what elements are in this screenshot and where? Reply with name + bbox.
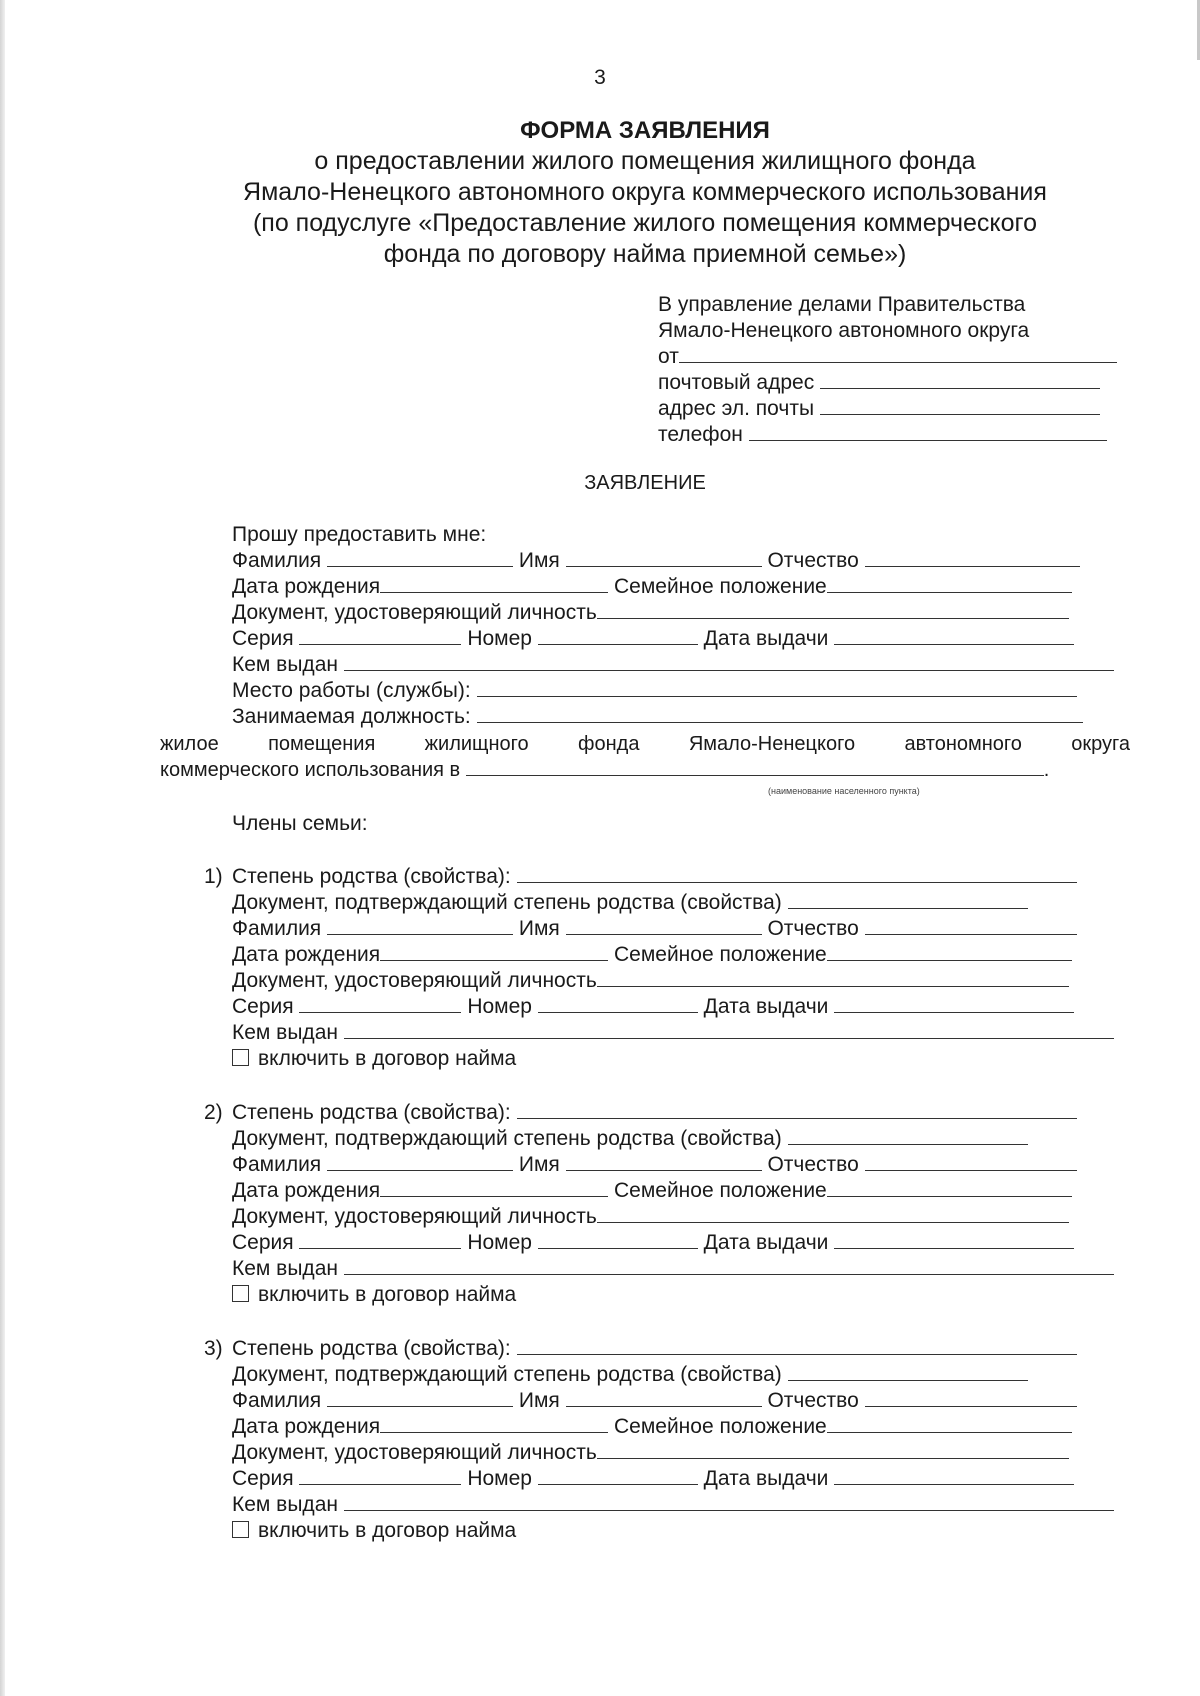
- kinship-field[interactable]: [517, 864, 1077, 883]
- id-document-label: Документ, удостоверяющий личность: [232, 601, 597, 624]
- marital-status-field[interactable]: [827, 1178, 1072, 1197]
- applicant-intro: Прошу предоставить мне:: [232, 523, 487, 546]
- surname-label: Фамилия: [232, 549, 322, 572]
- name-label: Имя: [518, 549, 560, 572]
- member-series-row: [232, 1230, 1074, 1256]
- sender-from-row: [658, 344, 1117, 370]
- patronymic-label: Отчество: [767, 917, 859, 940]
- issued-by-label: Кем выдан: [232, 1257, 338, 1280]
- id-document-label: Документ, удостоверяющий личность: [232, 1441, 597, 1464]
- applicant-birth-row: [232, 574, 1072, 600]
- email-field[interactable]: [820, 396, 1100, 415]
- marital-status-field[interactable]: [827, 942, 1072, 961]
- member-kinship-doc-row: [232, 1126, 1028, 1152]
- name-label: Имя: [518, 917, 560, 940]
- id-document-field[interactable]: [597, 1440, 1069, 1459]
- id-document-field[interactable]: [597, 600, 1069, 619]
- issue-date-field[interactable]: [834, 1466, 1074, 1485]
- kinship-document-label: Документ, подтверждающий степень родства (свойства): [232, 891, 782, 914]
- position-field[interactable]: [477, 704, 1083, 723]
- kinship-label: Степень родства (свойства):: [232, 1101, 511, 1124]
- surname-label: Фамилия: [232, 1153, 322, 1176]
- marital-status-label: Семейное положение: [613, 575, 827, 598]
- surname-field[interactable]: [327, 1152, 513, 1171]
- form-subtitle-4: фонда по договору найма приемной семье»): [383, 240, 907, 268]
- patronymic-field[interactable]: [865, 1388, 1077, 1407]
- issue-date-field[interactable]: [834, 626, 1074, 645]
- member-kinship-doc-row: [232, 890, 1028, 916]
- member-birth-row: [232, 1178, 1072, 1204]
- surname-field[interactable]: [327, 916, 513, 935]
- applicant-id-row: [232, 600, 1069, 626]
- email-label: адрес эл. почты: [658, 397, 815, 420]
- patronymic-field[interactable]: [865, 548, 1080, 567]
- member-issuer-row: [232, 1492, 1114, 1518]
- member-index: 1): [204, 865, 223, 888]
- position-label: Занимаемая должность:: [232, 705, 471, 728]
- issue-date-label: Дата выдачи: [703, 627, 829, 650]
- issue-date-label: Дата выдачи: [703, 995, 829, 1018]
- issue-date-field[interactable]: [834, 994, 1074, 1013]
- birth-date-label: Дата рождения: [232, 1179, 381, 1202]
- page-number: 3: [594, 66, 606, 89]
- birth-date-field[interactable]: [380, 1414, 608, 1433]
- member-id-row: [232, 1204, 1069, 1230]
- postal-address-row: [658, 370, 1100, 396]
- member-index: 3): [204, 1337, 223, 1360]
- number-field[interactable]: [538, 626, 698, 645]
- number-field[interactable]: [538, 994, 698, 1013]
- number-label: Номер: [467, 1231, 532, 1254]
- include-in-contract-label: включить в договор найма: [258, 1047, 517, 1070]
- birth-date-label: Дата рождения: [232, 943, 381, 966]
- phone-label: телефон: [658, 423, 743, 446]
- member-name-row: [232, 1388, 1077, 1414]
- patronymic-label: Отчество: [767, 549, 859, 572]
- series-field[interactable]: [299, 626, 461, 645]
- number-field[interactable]: [538, 1466, 698, 1485]
- member-issuer-row: [232, 1020, 1114, 1046]
- housing-location-label: коммерческого использования в: [160, 759, 461, 781]
- postal-address-field[interactable]: [820, 370, 1100, 389]
- id-document-label: Документ, удостоверяющий личность: [232, 1205, 597, 1228]
- birth-date-label: Дата рождения: [232, 1415, 381, 1438]
- member-kinship-doc-row: [232, 1362, 1028, 1388]
- postal-address-label: почтовый адрес: [658, 371, 815, 394]
- applicant-name-row: [232, 548, 1080, 574]
- applicant-series-row: [232, 626, 1074, 652]
- kinship-document-field[interactable]: [788, 1362, 1028, 1381]
- member-index: 2): [204, 1101, 223, 1124]
- patronymic-label: Отчество: [767, 1153, 859, 1176]
- kinship-document-label: Документ, подтверждающий степень родства (свойства): [232, 1363, 782, 1386]
- member-series-row: [232, 1466, 1074, 1492]
- include-in-contract-checkbox[interactable]: [232, 1285, 249, 1302]
- issued-by-field[interactable]: [344, 1020, 1114, 1039]
- number-field[interactable]: [538, 1230, 698, 1249]
- member-kinship-row: [232, 864, 1077, 890]
- series-field[interactable]: [299, 994, 461, 1013]
- issue-date-field[interactable]: [834, 1230, 1074, 1249]
- member-kinship-row: [232, 1100, 1077, 1126]
- series-label: Серия: [232, 1467, 294, 1490]
- member-id-row: [232, 1440, 1069, 1466]
- member-include-row: [232, 1282, 516, 1308]
- birth-date-field[interactable]: [380, 942, 608, 961]
- series-field[interactable]: [299, 1466, 461, 1485]
- number-label: Номер: [467, 1467, 532, 1490]
- workplace-field[interactable]: [477, 678, 1077, 697]
- issue-date-label: Дата выдачи: [703, 1467, 829, 1490]
- patronymic-label: Отчество: [767, 1389, 859, 1412]
- patronymic-field[interactable]: [865, 1152, 1077, 1171]
- number-label: Номер: [467, 995, 532, 1018]
- issued-by-field[interactable]: [344, 652, 1114, 671]
- housing-statement-line-2: коммерческого использования в .: [160, 759, 1050, 781]
- surname-field[interactable]: [327, 1388, 513, 1407]
- patronymic-field[interactable]: [865, 916, 1077, 935]
- surname-label: Фамилия: [232, 917, 322, 940]
- series-label: Серия: [232, 1231, 294, 1254]
- include-in-contract-checkbox[interactable]: [232, 1521, 249, 1538]
- member-include-row: [232, 1518, 516, 1544]
- marital-status-field[interactable]: [827, 1414, 1072, 1433]
- name-field[interactable]: [566, 548, 762, 567]
- include-in-contract-checkbox[interactable]: [232, 1049, 249, 1066]
- birth-date-field[interactable]: [380, 574, 608, 593]
- applicant-issuer-row: [232, 652, 1114, 678]
- marital-status-field[interactable]: [827, 574, 1072, 593]
- position-row: [232, 704, 1083, 730]
- kinship-label: Степень родства (свойства):: [232, 1337, 511, 1360]
- name-field[interactable]: [566, 916, 762, 935]
- include-in-contract-label: включить в договор найма: [258, 1519, 517, 1542]
- addressee-line-2: Ямало-Ненецкого автономного округа: [658, 319, 1030, 342]
- member-birth-row: [232, 942, 1072, 968]
- kinship-document-label: Документ, подтверждающий степень родства (свойства): [232, 1127, 782, 1150]
- member-name-row: [232, 1152, 1077, 1178]
- member-include-row: [232, 1046, 516, 1072]
- member-kinship-row: [232, 1336, 1077, 1362]
- number-label: Номер: [467, 627, 532, 650]
- kinship-field[interactable]: [517, 1336, 1077, 1355]
- member-name-row: [232, 916, 1077, 942]
- issued-by-label: Кем выдан: [232, 1493, 338, 1516]
- application-heading: ЗАЯВЛЕНИЕ: [584, 472, 706, 494]
- member-id-row: [232, 968, 1069, 994]
- member-birth-row: [232, 1414, 1072, 1440]
- email-row: [658, 396, 1100, 422]
- series-field[interactable]: [299, 1230, 461, 1249]
- kinship-document-field[interactable]: [788, 890, 1028, 909]
- sender-from-label: от: [658, 345, 679, 368]
- form-subtitle-2: Ямало-Ненецкого автономного округа коммерческого использования: [243, 178, 1047, 206]
- issued-by-field[interactable]: [344, 1256, 1114, 1275]
- settlement-field[interactable]: [466, 757, 1044, 776]
- member-issuer-row: [232, 1256, 1114, 1282]
- marital-status-label: Семейное положение: [613, 1179, 827, 1202]
- surname-label: Фамилия: [232, 1389, 322, 1412]
- phone-row: [658, 422, 1107, 448]
- birth-date-label: Дата рождения: [232, 575, 381, 598]
- surname-field[interactable]: [327, 548, 513, 567]
- sender-from-field[interactable]: [679, 344, 1117, 363]
- series-label: Серия: [232, 627, 294, 650]
- member-series-row: [232, 994, 1074, 1020]
- kinship-document-field[interactable]: [788, 1126, 1028, 1145]
- issued-by-field[interactable]: [344, 1492, 1114, 1511]
- id-document-field[interactable]: [597, 1204, 1069, 1223]
- marital-status-label: Семейное положение: [613, 943, 827, 966]
- name-field[interactable]: [566, 1152, 762, 1171]
- name-label: Имя: [518, 1153, 560, 1176]
- addressee-line-1: В управление делами Правительства: [658, 293, 1026, 316]
- form-subtitle-3: (по подуслуге «Предоставление жилого помещения коммерческого: [252, 209, 1038, 237]
- name-field[interactable]: [566, 1388, 762, 1407]
- phone-field[interactable]: [749, 422, 1107, 441]
- workplace-label: Место работы (службы):: [232, 679, 471, 702]
- name-label: Имя: [518, 1389, 560, 1412]
- settlement-note: (наименование населенного пункта): [768, 786, 920, 796]
- id-document-field[interactable]: [597, 968, 1069, 987]
- issued-by-label: Кем выдан: [232, 1021, 338, 1044]
- series-label: Серия: [232, 995, 294, 1018]
- marital-status-label: Семейное положение: [613, 1415, 827, 1438]
- kinship-field[interactable]: [517, 1100, 1077, 1119]
- workplace-row: [232, 678, 1077, 704]
- family-members-label: Члены семьи:: [232, 812, 368, 835]
- form-title: ФОРМА ЗАЯВЛЕНИЯ: [520, 117, 770, 144]
- birth-date-field[interactable]: [380, 1178, 608, 1197]
- issue-date-label: Дата выдачи: [703, 1231, 829, 1254]
- form-subtitle-1: о предоставлении жилого помещения жилищного фонда: [314, 147, 976, 175]
- id-document-label: Документ, удостоверяющий личность: [232, 969, 597, 992]
- include-in-contract-label: включить в договор найма: [258, 1283, 517, 1306]
- issued-by-label: Кем выдан: [232, 653, 338, 676]
- housing-statement-line-1: жилое помещения жилищного фонда Ямало-Ненецкого автономного округа: [160, 733, 1130, 755]
- kinship-label: Степень родства (свойства):: [232, 865, 511, 888]
